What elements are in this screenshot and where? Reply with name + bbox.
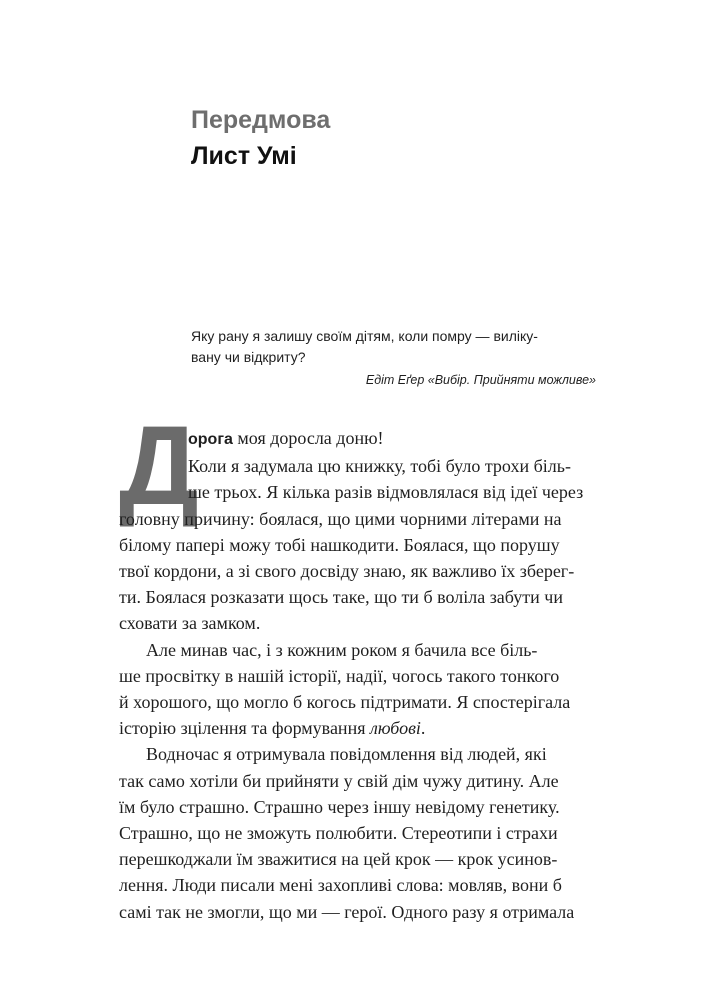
first-word-bold: орога — [188, 431, 233, 448]
body-line-text: історію зцілення та формування — [119, 718, 370, 739]
section-label: Передмова — [191, 106, 331, 134]
body-line: сховати за замком. — [119, 613, 261, 634]
epigraph-attribution: Едіт Еґер «Вибір. Прийняти можливе» — [365, 373, 596, 387]
body-line: білому папері можу тобі нашкодити. Боялася, що порушу — [119, 534, 560, 555]
body-line-italic — [119, 715, 597, 741]
body-line: Водночас я отримувала повідомлення від людей, які — [146, 744, 547, 765]
body-line: Коли я задумала цю книжку, тобі було трохи біль- — [188, 456, 571, 477]
first-line-rest: моя доросла доню! — [232, 428, 384, 448]
body-line: лення. Люди писали мені захопливі слова: мовляв, вони б — [119, 875, 562, 896]
body-line: Але минав час, і з кожним роком я бачила все біль- — [146, 639, 538, 660]
body-line: Страшно, що не зможуть полюбити. Стереотипи і страхи — [119, 823, 558, 844]
body-line: ше трьох. Я кілька разів відмовлялася від ідеї через — [188, 482, 584, 503]
body-line: твої кордони, а зі свого досвіду знаю, як важливо їх зберег- — [119, 561, 575, 582]
chapter-title: Лист Умі — [191, 142, 297, 170]
drop-cap: Д — [119, 403, 199, 528]
chapter-heading — [191, 102, 330, 174]
italic-word: любові — [369, 718, 421, 739]
body-line: самі так не змогли, що ми — герої. Одного разу я отримала — [119, 901, 575, 922]
body-line: й хорошого, що могло б когось підтримати. Я спостерігала — [119, 692, 571, 713]
body-text — [119, 425, 597, 925]
body-line: перешкоджали їм зважитися на цей крок — крок усинов- — [119, 849, 558, 870]
body-line: їм було страшно. Страшно через іншу невідому генетику. — [119, 796, 560, 817]
italic-after: . — [420, 718, 426, 739]
epigraph-line: Яку рану я залишу своїм дітям, коли помру — виліку- — [191, 328, 538, 344]
body-line: ти. Боялася розказати щось таке, що ти б воліла забути чи — [119, 587, 563, 608]
body-line: ше просвітку в нашій історії, надії, чогось такого тонкого — [119, 665, 560, 686]
body-line-first — [119, 425, 597, 453]
body-line: головну причину: боялася, що цими чорними літерами на — [119, 508, 562, 529]
epigraph-line: вану чи відкриту? — [191, 349, 306, 365]
body-line: так само хотіли би прийняти у свій дім чужу дитину. Але — [119, 770, 559, 791]
epigraph — [191, 326, 596, 368]
